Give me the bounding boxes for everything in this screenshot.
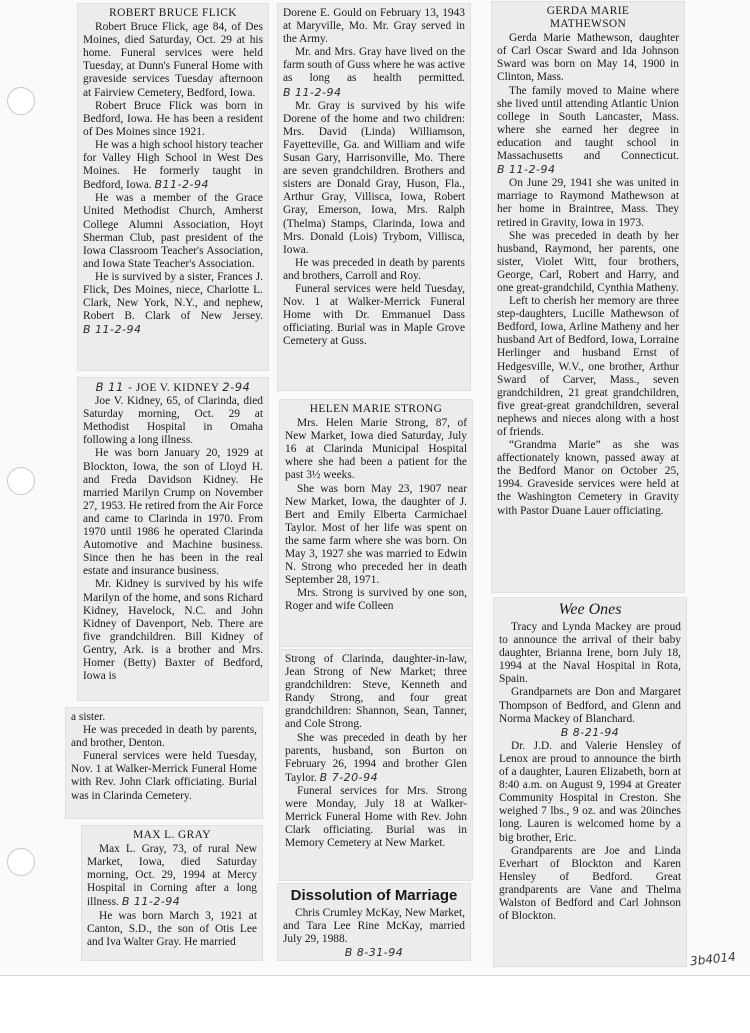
paragraph: Funeral services were held Tuesday, Nov. 1 at Walker-Merrick Funeral Home with Rev. John Clark officiating. Burial was in Clarinda Cemetery. — [71, 750, 257, 802]
paragraph: Tracy and Lynda Mackey are proud to announce the arrival of their baby daughter, Brianna Irene, born July 18, 1994 at the Naval Hospital in Rota, Spain. — [499, 621, 681, 686]
binder-hole — [7, 87, 35, 115]
notice-dissolution — [278, 884, 470, 960]
paragraph: Dorene E. Gould on February 13, 1943 at Maryville, Mo. Mr. Gray served in the Army. — [283, 7, 465, 46]
obituary-flick — [78, 4, 268, 370]
binder-hole — [7, 848, 35, 876]
obituary-title: MATHEWSON — [549, 18, 627, 31]
paragraph: Funeral services were held Tuesday, Nov. 1 at Walker-Merrick Funeral Home with Dr. Emmanuel Dass officiating. Burial was in Maple Grove Cemetery at Guss. — [283, 282, 465, 348]
obituary-gray-continued — [278, 4, 470, 390]
handwritten-date: B 7-20-94 — [319, 770, 379, 784]
binder-hole — [7, 467, 35, 495]
obituary-title: B 11 - JOE V. KIDNEY 2-94 — [95, 380, 251, 394]
handwritten-date: B 11-2-94 — [83, 323, 142, 337]
notice-wee-ones — [494, 598, 686, 966]
obituary-title: HELEN MARIE STRONG — [309, 403, 443, 415]
paragraph: Robert Bruce Flick was born in Bedford, Iowa. He has been a resident of Des Moines since 1921. — [83, 99, 263, 138]
paragraph: He was preceded in death by parents and brothers, Carroll and Roy. — [283, 256, 465, 282]
handwritten-date: B 11-2-94 — [497, 163, 556, 177]
paragraph: Funeral services for Mrs. Strong were Monday, July 18 at Walker-Merrick Funeral Home with Rev. John Clark officiating. Burial was in Memory Cemetery at New Market. — [285, 784, 467, 850]
paragraph: Mr. Kidney is survived by his wife Marilyn of the home, and sons Richard Kidney, Havelock, N.C. and John Kidney of Davenport, Neb. There are five grandchildren. Bill Kidney of Gentry, Ark. is a brother and Mrs. Homer (Betty) Baxter of Bedford, Iowa is — [83, 578, 263, 683]
paragraph: She was preceded in death by her parents, husband, son Burton on February 26, 1994 and brother Glen Taylor. B 7-20-94 — [285, 731, 467, 784]
handwritten-date: B 8-31-94 — [344, 946, 404, 960]
obituary-strong-continued — [280, 650, 472, 880]
obituary-title: GERDA MARIE — [546, 5, 630, 17]
handwritten-date: B11-2-94 — [154, 178, 209, 192]
handwritten-date: B 8-21-94 — [560, 725, 620, 739]
notice-title: Dissolution of Marriage — [290, 887, 458, 904]
handwritten-date: B 11-2-94 — [283, 85, 342, 99]
obituary-gray — [82, 826, 262, 960]
paragraph: a sister. — [71, 711, 106, 723]
paragraph: He was a member of the Grace United Methodist Church, Amherst College Alumni Association, Hoyt Sherman Club, past president of the Iowa Classroom Teacher's Association, and Iowa State Teacher's Association. — [83, 192, 263, 270]
handwritten-reference-number: 3b4014 — [689, 949, 737, 969]
paragraph: Joe V. Kidney, 65, of Clarinda, died Saturday morning, Oct. 29 at Methodist Hospital in Omaha following a long illness. — [83, 395, 263, 447]
paragraph: Robert Bruce Flick, age 84, of Des Moines, died Saturday, Oct. 29 at his home. Funeral services were held Tuesday, at Dunn's Funeral Home with graveside services Tuesday afternoon at Fairview Cemetery, Bedford, Iowa. — [83, 21, 263, 99]
paragraph: Mrs. Strong is survived by one son, Roger and wife Colleen — [285, 587, 467, 613]
paragraph: He was preceded in death by parents, and brother, Denton. — [71, 724, 257, 750]
obituary-title: ROBERT BRUCE FLICK — [109, 7, 237, 19]
paragraph: Mr. Gray is survived by his wife Dorene of the home and two children: Mrs. David (Linda) Williamson, Fayetteville, Ga. and William and wife Susan Gary, Harrisonville, Mo. There are seven grandchildren. Brothers and sisters are Donald Gray, Huson, Fla., Arthur Gray, Villisca, Iowa, Robert Gray, Emerson, Iowa, Mrs. Ralph (Thelma) Stamps, Clarinda, Iowa and Mrs. Donald (Lois) Trybom, Villisca, Iowa. — [283, 99, 465, 256]
paragraph: Mrs. Helen Marie Strong, 87, of New Market, Iowa died Saturday, July 16 at Clarinda Municipal Hospital where she had been a patient for the past 3½ weeks. — [285, 417, 467, 482]
obituary-kidney-continued — [66, 708, 262, 818]
paragraph: She was preceded in death by her husband, Raymond, her parents, one sister, Violet Witt, four brothers, George, Carl, Robert and Harry, and one great-grandchild, Cynthia Matheny. — [497, 229, 679, 294]
paragraph: “Grandma Marie” as she was affectionately known, passed away at the Bedford Manor on October 25, 1994. Graveside services were held at the Washington Cemetery in Gravity with Pastor Duane Lauer officiating. — [497, 439, 679, 517]
paragraph: Max L. Gray, 73, of rural New Market, Iowa, died Saturday morning, Oct. 29, 1994 at Mercy Hospital in Corning after a long illness. B 11-2-94 — [87, 843, 257, 909]
paragraph: He was a high school history teacher for Valley High School in West Des Moines. He formerly taught in Bedford, Iowa. B11-2-94 — [83, 138, 263, 192]
paragraph: Mr. and Mrs. Gray have lived on the farm south of Guss where he was active as long as health permitted. B 11-2-94 — [283, 46, 465, 99]
notice-title: Wee Ones — [558, 601, 622, 618]
paragraph: The family moved to Maine where she lived until attending Atlantic Union college in South Lancaster, Mass. where she earned her degree in education and taught school in Massachusetts and Connecticut. B 11-2-94 — [497, 84, 679, 177]
handwritten-date: B 11-2-94 — [121, 895, 181, 909]
obituary-mathewson — [492, 2, 684, 592]
paragraph: Left to cherish her memory are three step-daughters, Lucille Mathewson of Bedford, Iowa, Arline Matheny and her husband Art of Bedford, Iowa, Lorraine Herlinger and husband Ernst of Hedgesville, W.V., one brother, Arthur Sward of Carver, Mass., seven grandchildren, 21 great grandchildren, five great-great grandchildren, several nephews and nieces along with a host of friends. — [497, 295, 679, 438]
paragraph: Chris Crumley McKay, New Market, and Tara Lee Rine McKay, married July 29, 1988. — [283, 907, 465, 946]
obituary-strong — [280, 400, 472, 646]
obituary-title: MAX L. GRAY — [133, 829, 211, 841]
handwritten-date: B 11 - — [95, 380, 133, 394]
paragraph: Strong of Clarinda, daughter-in-law, Jean Strong of New Market; three grandchildren: Steve, Kenneth and Randy Strong, and four great grandchildren: Shannon, Sean, Tanner, and Cole Strong. — [285, 653, 467, 731]
paragraph: Grandparnets are Don and Margaret Thompson of Bedford, and Glenn and Norma Mackey of Blanchard. — [499, 686, 681, 725]
paragraph: He was born March 3, 1921 at Canton, S.D., the son of Otis Lee and Iva Walter Gray. He married — [87, 909, 257, 948]
paragraph: Grandparents are Joe and Linda Everhart of Blockton and Karen Hensley of Bedford. Great grandparents are Vane and Thelma Walston of Bedford and Carl Johnson of Blockton. — [499, 844, 681, 923]
obituary-kidney — [78, 378, 268, 700]
paragraph: Dr. J.D. and Valerie Hensley of Lenox are proud to announce the birth of a daughter, Lauren Elizabeth, born at 8:40 a.m. on August 9, 1994 at Greater Community Hospital in Creston. She weighed 7 lbs., 9 oz. and was 20inches long. Lauren is welcomed home by a big brother, Eric. — [499, 739, 681, 844]
paragraph: She was born May 23, 1907 near New Market, Iowa, the daughter of J. Bert and Emily Elberta Carmichael Taylor. Most of her life was spent on the same farm where she was born. On May 3, 1927 she was married to Edwin N. Strong who preceded her in death September 28, 1971. — [285, 482, 467, 587]
paragraph: Gerda Marie Mathewson, daughter of Carl Oscar Sward and Ida Johnson Sward was born on May 14, 1900 in Clinton, Mass. — [497, 32, 679, 84]
paragraph: He was born January 20, 1929 at Blockton, Iowa, the son of Lloyd H. and Freda Davidson Kidney. He married Marilyn Crump on November 27, 1953. He retired from the Air Force and came to Clarinda in 1970. From 1970 until 1986 he operated Clarinda Automotive and Machine business. Since then he has been in the real estate and insurance business. — [83, 447, 263, 578]
paragraph: On June 29, 1941 she was united in marriage to Raymond Mathewson at her home in Braintree, Mass. They retired in Gravity, Iowa in 1973. — [497, 177, 679, 229]
paragraph: He is survived by a sister, Frances J. Flick, Des Moines, niece, Charlotte L. Clark, New York, N.Y., and nephew, Robert B. Clark of New Jersey. B 11-2-94 — [83, 270, 263, 337]
handwritten-date: 2-94 — [222, 380, 251, 394]
